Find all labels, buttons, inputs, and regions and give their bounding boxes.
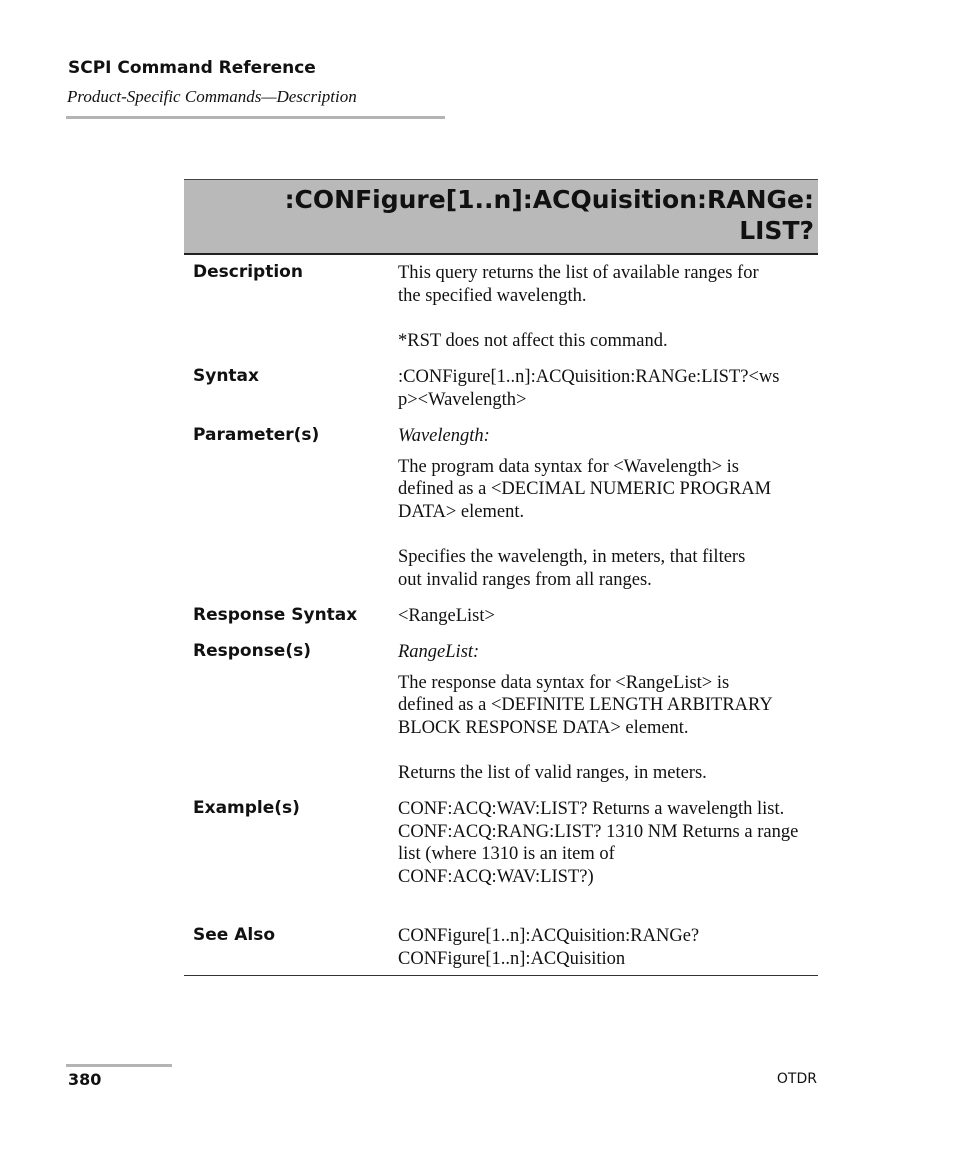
response-syntax-line: <RangeList> [398,606,495,626]
parameters-line: The program data syntax for <Wavelength> is [398,456,739,477]
header-rule [66,116,445,119]
description-label: Description [193,262,303,282]
running-header-title: SCPI Command Reference [68,58,316,78]
syntax-line: p><Wavelength> [398,389,527,410]
examples-line: CONF:ACQ:RANG:LIST? 1310 NM Returns a range [398,821,799,842]
see-also-text [398,925,816,970]
footer-rule [66,1064,172,1067]
see-also-line: CONFigure[1..n]:ACQuisition:RANGe? [398,926,700,946]
examples-line: CONF:ACQ:WAV:LIST?) [398,866,594,887]
see-also-label: See Also [193,925,276,945]
parameters-line: out invalid ranges from all ranges. [398,569,652,590]
parameter-name: Wavelength: [398,426,490,446]
parameters-text [398,425,816,591]
running-header-subtitle: Product-Specific Commands—Description [67,87,357,106]
see-also-line: CONFigure[1..n]:ACQuisition [398,948,626,969]
responses-line: Returns the list of valid ranges, in meters. [398,763,707,783]
examples-label: Example(s) [193,798,300,818]
responses-text [398,641,816,785]
responses-line: BLOCK RESPONSE DATA> element. [398,717,689,738]
description-line: the specified wavelength. [398,285,587,306]
product-name: OTDR [776,1071,817,1087]
responses-line: The response data syntax for <RangeList> is [398,672,730,693]
syntax-label: Syntax [193,366,259,386]
command-title-line-2: LIST? [739,216,814,245]
response-syntax-text [398,605,816,628]
parameters-line: DATA> element. [398,501,525,522]
response-syntax-label: Response Syntax [193,605,358,625]
response-name: RangeList: [398,642,480,662]
command-title-box [184,179,818,255]
command-title-line-1: :CONFigure[1..n]:ACQuisition:RANGe: [284,185,814,214]
parameters-line: Specifies the wavelength, in meters, that filters [398,547,746,567]
examples-line: list (where 1310 is an item of [398,844,615,864]
responses-line: defined as a <DEFINITE LENGTH ARBITRARY [398,695,773,715]
examples-text [398,798,816,888]
responses-label: Response(s) [193,641,311,661]
description-line: *RST does not affect this command. [398,330,668,351]
parameters-label: Parameter(s) [193,425,320,445]
parameters-line: defined as a <DECIMAL NUMERIC PROGRAM [398,479,772,499]
table-bottom-rule [184,975,818,976]
description-line: This query returns the list of available ranges for [398,263,759,283]
page-number: 380 [68,1070,102,1089]
examples-line: CONF:ACQ:WAV:LIST? Returns a wavelength list. [398,799,785,819]
syntax-line: :CONFigure[1..n]:ACQuisition:RANGe:LIST?<ws [398,367,780,387]
description-text [398,262,816,352]
syntax-text [398,366,816,411]
